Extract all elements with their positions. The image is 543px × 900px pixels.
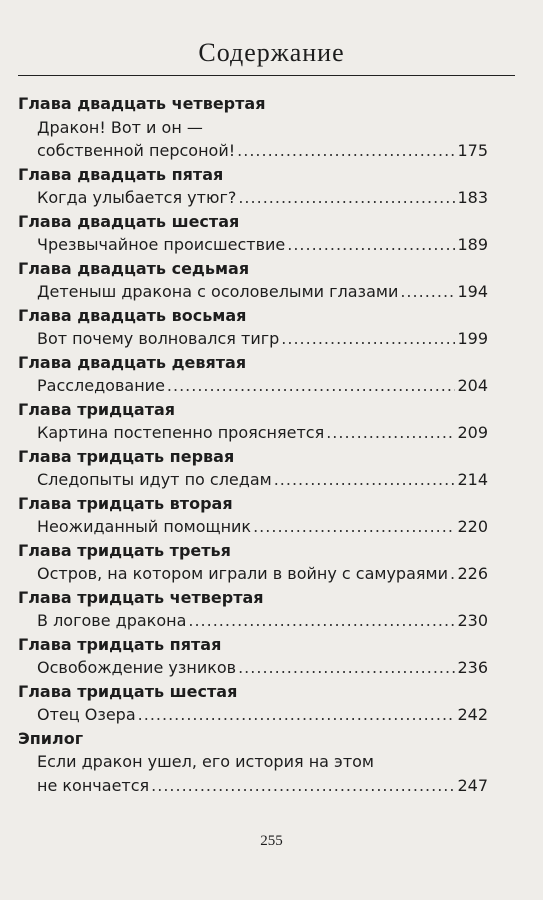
toc-entry	[37, 609, 488, 633]
toc-entry-page: 236	[457, 658, 488, 677]
title-divider	[18, 75, 515, 76]
dot-leader	[450, 562, 455, 586]
toc-entry-page: 242	[457, 705, 488, 724]
dot-leader	[151, 774, 455, 798]
toc-entry-page: 183	[457, 188, 488, 207]
toc-entry-title: В логове дракона	[37, 611, 187, 630]
toc-entry	[37, 139, 488, 163]
table-of-contents	[18, 92, 488, 797]
dot-leader	[238, 656, 455, 680]
toc-entry-page: 175	[457, 141, 488, 160]
toc-chapter-heading: Глава тридцать пятая	[18, 634, 222, 654]
toc-entry-title: Отец Озера	[37, 705, 136, 724]
dot-leader	[287, 233, 455, 257]
dot-leader	[188, 609, 455, 633]
toc-entry-title: Расследование	[37, 376, 165, 395]
toc-entry-page: 199	[457, 329, 488, 348]
toc-entry	[37, 186, 488, 210]
toc-chapter-heading: Глава тридцатая	[18, 399, 176, 419]
toc-entry-title: Когда улыбается утюг?	[37, 188, 237, 207]
toc-entry-page: 247	[457, 775, 488, 795]
page-number: 255	[260, 833, 283, 849]
toc-entry-page: 226	[457, 564, 488, 583]
toc-chapter-heading: Глава тридцать третья	[18, 540, 231, 560]
toc-entry-title: Вот почему волновался тигр	[37, 329, 280, 348]
toc-entry	[37, 233, 488, 257]
dot-leader	[237, 139, 455, 163]
toc-chapter-heading: Глава двадцать пятая	[18, 164, 224, 184]
toc-entry-title: Картина постепенно проясняется	[37, 423, 325, 442]
toc-chapter-heading: Глава тридцать первая	[18, 446, 235, 466]
dot-leader	[253, 515, 455, 539]
toc-chapter-heading: Глава двадцать девятая	[18, 352, 247, 372]
toc-entry-page: 220	[457, 517, 488, 536]
toc-entry	[37, 327, 488, 351]
toc-entry	[37, 703, 488, 727]
toc-entry-page: 189	[457, 235, 488, 254]
dot-leader	[400, 280, 455, 304]
toc-entry-title: Детеныш дракона с осоловелыми глазами	[37, 282, 399, 301]
toc-entry-title: собственной персоной!	[37, 141, 236, 160]
toc-entry-title: Чрезвычайное происшествие	[37, 235, 286, 254]
dot-leader	[281, 327, 455, 351]
toc-entry-title: Следопыты идут по следам	[37, 470, 272, 489]
toc-entry	[37, 774, 488, 798]
toc-entry	[37, 280, 488, 304]
toc-entry	[37, 562, 488, 586]
toc-entry	[37, 421, 488, 445]
toc-entry	[37, 656, 488, 680]
toc-entry-page: 194	[457, 282, 488, 301]
toc-entry-page: 230	[457, 611, 488, 630]
toc-entry	[37, 515, 488, 539]
dot-leader	[326, 421, 455, 445]
toc-entry-page: 209	[457, 423, 488, 442]
dot-leader	[167, 374, 456, 398]
toc-chapter-heading: Глава тридцать шестая	[18, 681, 238, 701]
toc-chapter-heading: Глава двадцать шестая	[18, 211, 240, 231]
toc-chapter-heading: Глава двадцать четвертая	[18, 94, 266, 113]
dot-leader	[238, 186, 455, 210]
page-title: Содержание	[198, 38, 345, 67]
toc-entry	[37, 468, 488, 492]
toc-chapter-heading: Глава тридцать вторая	[18, 493, 233, 513]
toc-entry	[37, 374, 488, 398]
toc-entry-title: Остров, на котором играли в войну с самураями	[37, 564, 448, 583]
toc-chapter-heading: Глава двадцать седьмая	[18, 258, 250, 278]
toc-entry-title-line: Дракон! Вот и он —	[37, 117, 203, 137]
dot-leader	[274, 468, 456, 492]
toc-chapter-heading: Глава тридцать четвертая	[18, 587, 264, 607]
toc-chapter-heading: Глава двадцать восьмая	[18, 305, 247, 325]
toc-entry-page: 214	[457, 470, 488, 489]
dot-leader	[138, 703, 456, 727]
toc-chapter-heading: Эпилог	[18, 728, 84, 748]
toc-entry-title: не кончается	[37, 775, 150, 795]
toc-entry-title: Неожиданный помощник	[37, 517, 252, 536]
toc-entry-page: 204	[457, 376, 488, 395]
toc-entry-title: Освобождение узников	[37, 658, 237, 677]
toc-entry-title-line: Если дракон ушел, его история на этом	[37, 752, 374, 771]
